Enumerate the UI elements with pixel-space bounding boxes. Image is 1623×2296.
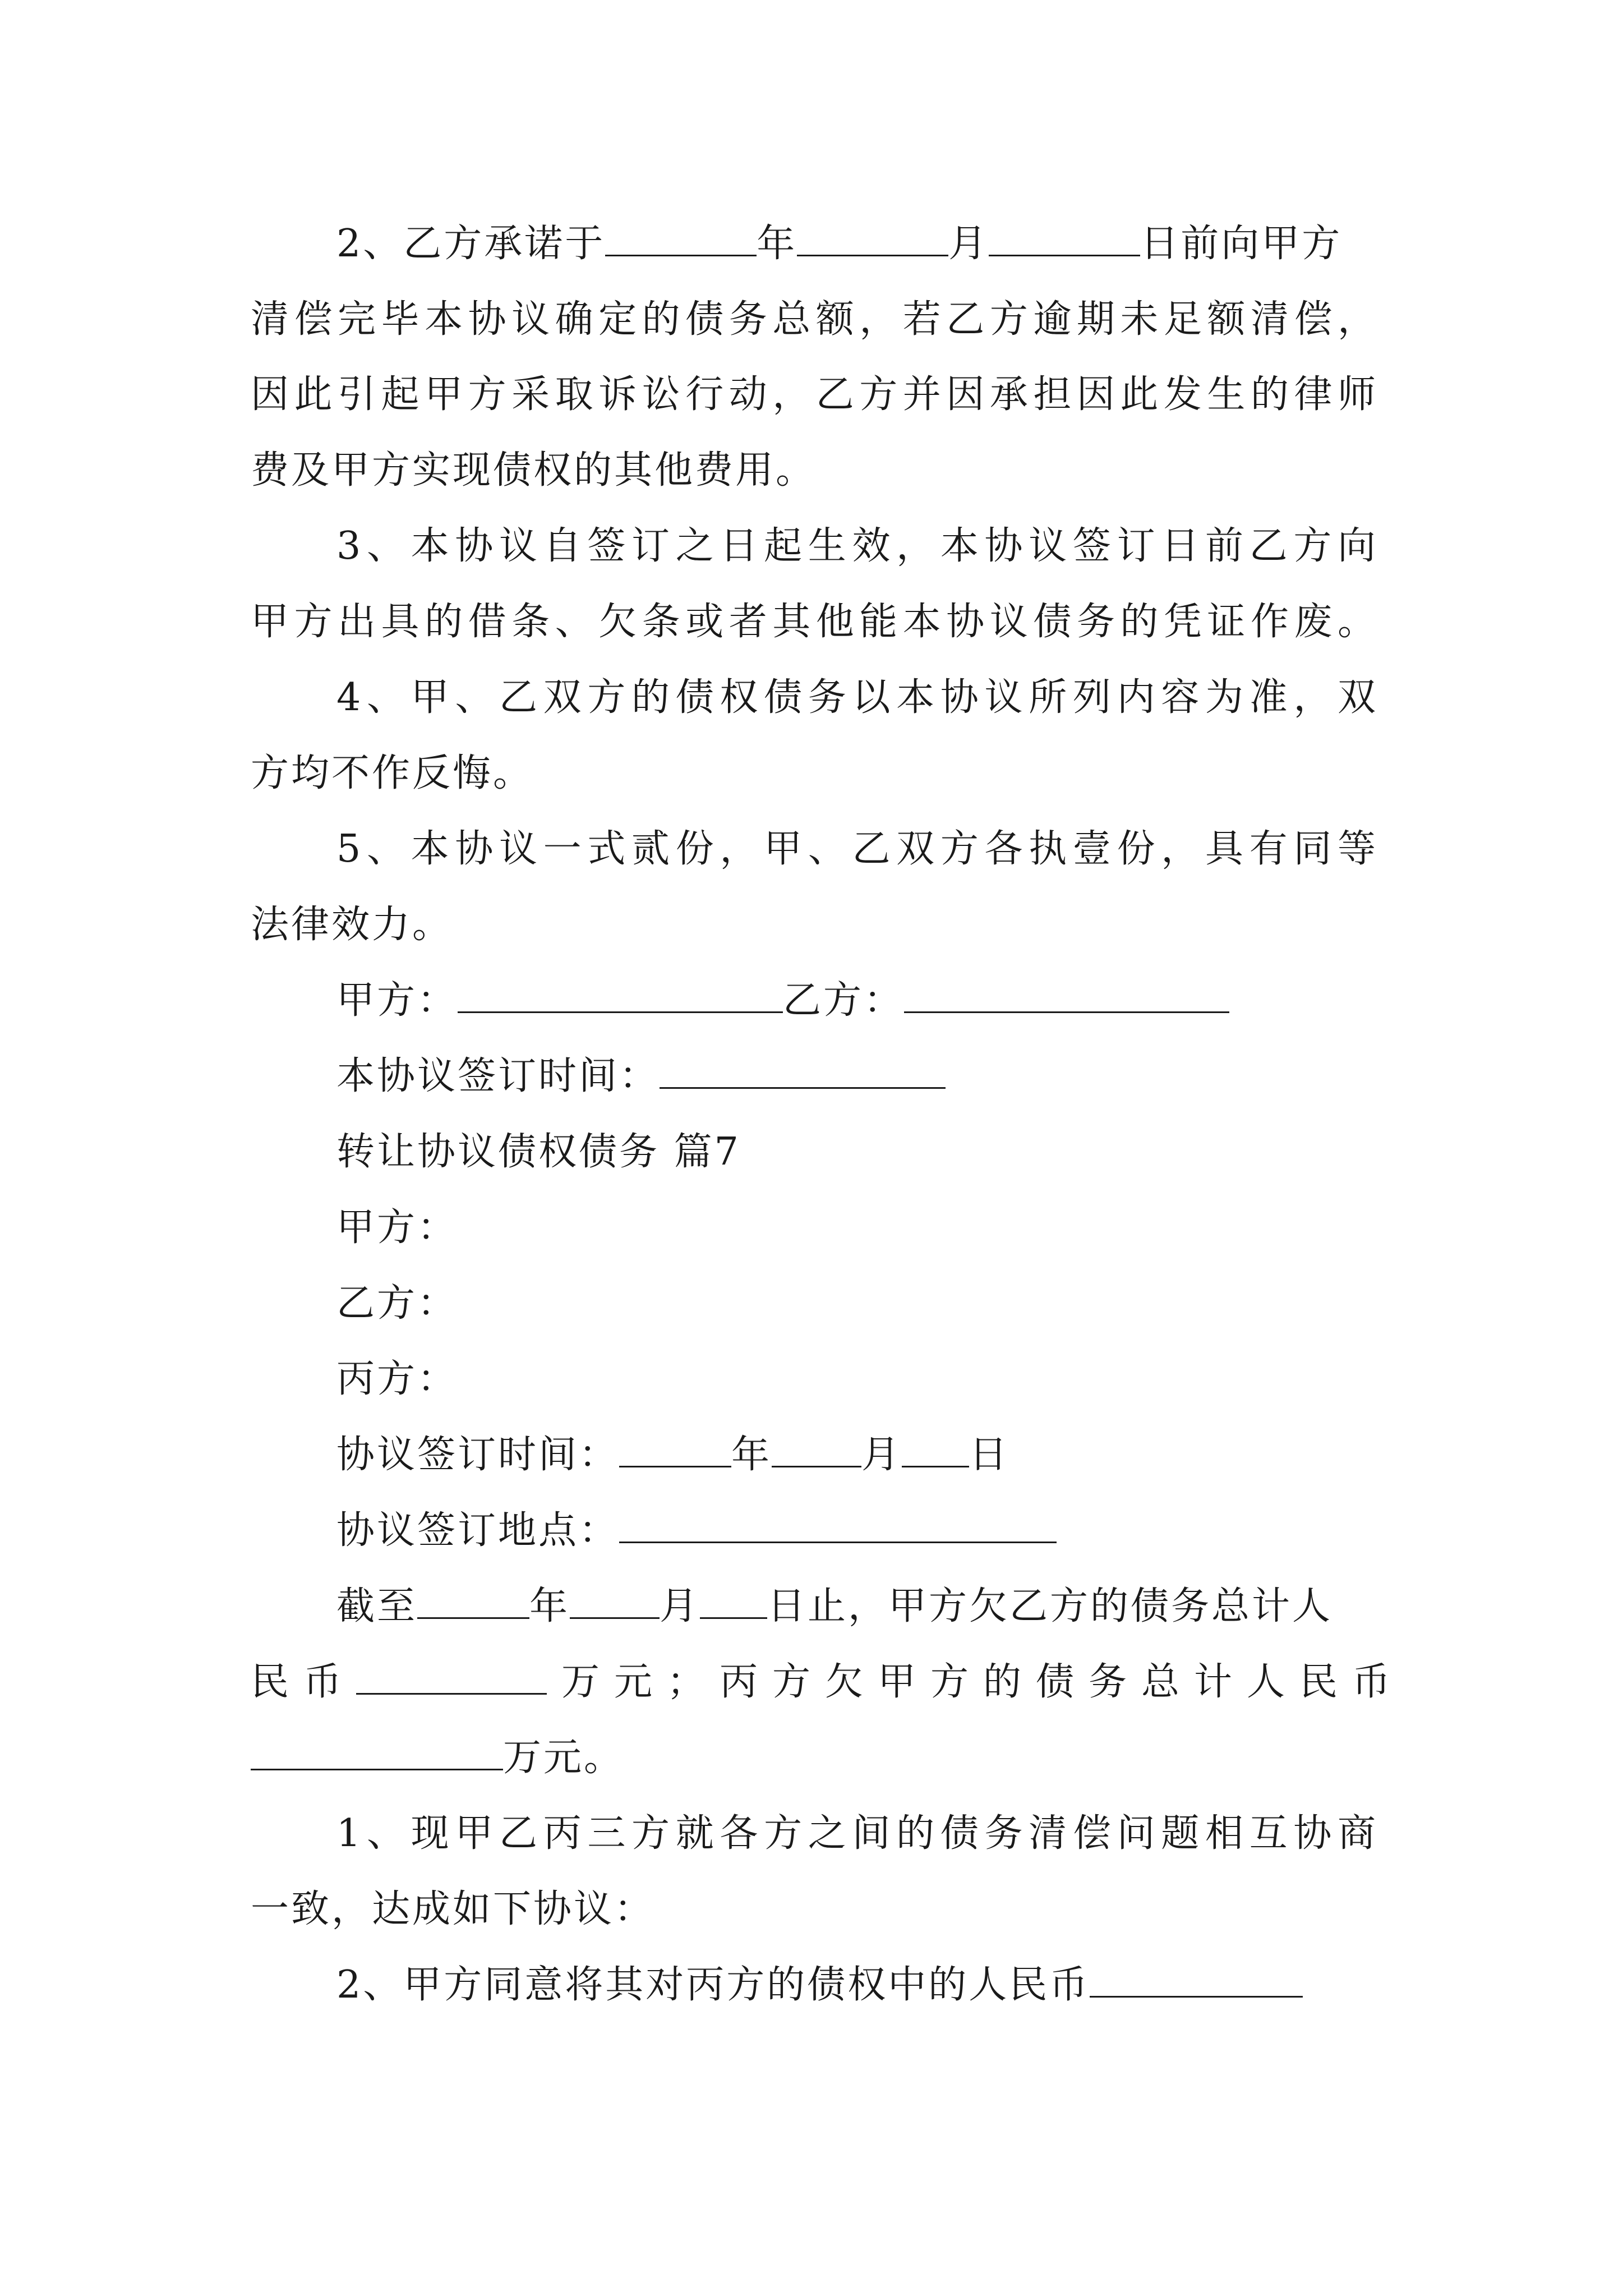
month-label: 月: [660, 1584, 700, 1628]
clause-4-line-2: 方均不作反悔。: [251, 751, 534, 795]
debt-line-1: [336, 1579, 1464, 1635]
year-blank: [605, 220, 757, 256]
clause-5-line-2: 法律效力。: [251, 903, 453, 947]
clause-2-line-4: 费及甲方实现债权的其他费用。: [251, 448, 817, 493]
clause-5-line-1: 5、本协议一式贰份，甲、乙双方各执壹份，具有同等: [336, 827, 1378, 871]
clause-4-line-1: 4、甲、乙双方的债权债务以本协议所列内容为准，双: [336, 675, 1378, 720]
clause-2b-line-1: [336, 1957, 1464, 2013]
clause-3-line-1: 3、本协议自签订之日起生效，本协议签订日前乙方向: [336, 524, 1378, 568]
party-a-label: 甲方：: [336, 978, 458, 1023]
agreement-place-line: [336, 1503, 1464, 1559]
month-label: 月: [948, 222, 989, 266]
clause-1-line-1: 1、现甲乙丙三方就各方之间的债务清偿问题相互协商: [336, 1811, 1378, 1856]
signature-time-line: [336, 1048, 1464, 1105]
party-b-line: 乙方：: [336, 1281, 458, 1326]
party-a-line: 甲方：: [336, 1205, 458, 1250]
month-blank: [797, 220, 948, 256]
day-label: 日: [969, 1433, 1010, 1477]
debt-text: 民币: [251, 1660, 357, 1704]
amount-blank: [251, 1734, 503, 1770]
clause-2b-text: 2、甲方同意将其对丙方的债权中的人民币: [336, 1963, 1090, 2007]
debt-text: 截至: [336, 1584, 418, 1628]
party-b-label: 乙方：: [783, 978, 905, 1023]
debt-text: 万元；丙方欠甲方的债务总计人民币: [561, 1660, 1405, 1704]
sign-time-label: 本协议签订时间：: [336, 1054, 660, 1098]
month-blank: [772, 1431, 861, 1467]
month-blank: [570, 1582, 660, 1619]
year-blank: [417, 1582, 529, 1619]
day-blank: [902, 1431, 969, 1467]
amount-blank: [356, 1658, 547, 1695]
party-c-line: 丙方：: [336, 1357, 458, 1401]
year-label: 年: [757, 222, 797, 266]
debt-line-3: [251, 1730, 1378, 1786]
clause-2-text: 2、乙方承诺于: [336, 222, 606, 266]
agreement-place-blank: [619, 1507, 1057, 1543]
clause-2-line-2: 清偿完毕本协议确定的债务总额，若乙方逾期未足额清偿，: [251, 297, 1378, 342]
agreement-place-label: 协议签订地点：: [336, 1508, 620, 1553]
day-blank: [700, 1582, 767, 1619]
debt-line-2: [251, 1654, 1405, 1710]
month-label: 月: [861, 1433, 902, 1477]
signature-parties-line: [336, 973, 1464, 1029]
year-label: 年: [731, 1433, 772, 1477]
year-label: 年: [529, 1584, 570, 1628]
agreement-time-line: [336, 1427, 1464, 1483]
clause-2-line-1: [336, 216, 1464, 272]
clause-2-line-3: 因此引起甲方采取诉讼行动，乙方并因承担因此发生的律师: [251, 372, 1378, 417]
amount-blank: [1090, 1961, 1303, 1998]
day-blank: [989, 220, 1140, 256]
clause-2-text-end: 日前向甲方: [1140, 222, 1343, 266]
clause-3-line-2: 甲方出具的借条、欠条或者其他能本协议债务的凭证作废。: [251, 600, 1378, 644]
party-b-blank: [904, 977, 1229, 1013]
debt-text: 万元。: [503, 1736, 625, 1780]
debt-text-end: 日止，甲方欠乙方的债务总计人: [767, 1584, 1333, 1628]
clause-1-line-2: 一致，达成如下协议：: [251, 1887, 655, 1931]
party-a-blank: [458, 977, 783, 1013]
agreement-time-label: 协议签订时间：: [336, 1433, 620, 1477]
section-heading: 转让协议债权债务 篇7: [336, 1130, 741, 1174]
year-blank: [619, 1431, 731, 1467]
sign-time-blank: [660, 1052, 946, 1089]
